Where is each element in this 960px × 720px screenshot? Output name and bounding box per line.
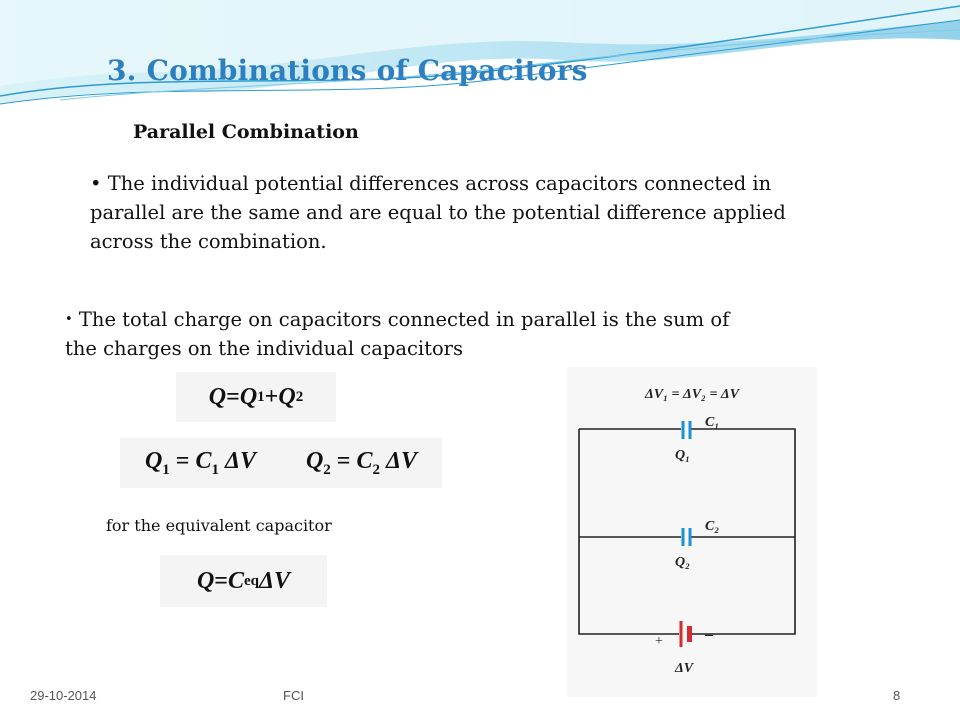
equation-individual-charges (120, 438, 442, 488)
equivalent-capacitor-text: for the equivalent capacitor (106, 516, 332, 535)
paragraph-2-text: The total charge on capacitors connected in parallel is the sum of the charges on the individual capacitors (65, 308, 730, 360)
c1-label: C₁ (705, 415, 720, 430)
circuit-svg (567, 367, 817, 697)
paragraph-1-text: The individual potential differences across capacitors connected in parallel are the same and are equal to the potential difference applied across the combination. (90, 172, 786, 253)
battery-dv-label: ΔV (675, 661, 694, 676)
footer-org: FCI (283, 688, 304, 703)
bullet-icon: • (90, 172, 102, 195)
battery-icon (681, 621, 692, 647)
bullet-icon: • (65, 312, 73, 327)
circuit-header: ΔV₁ = ΔV₂ = ΔV (644, 387, 740, 402)
page-number: 8 (893, 688, 901, 703)
paragraph-total-charge (65, 305, 765, 363)
footer-date: 29-10-2014 (30, 688, 97, 703)
parallel-circuit-diagram (567, 367, 817, 697)
paragraph-parallel-potential (90, 169, 790, 256)
battery-plus-label: + (655, 634, 663, 649)
equation-total-charge: Q = Q 1 + Q 2 (176, 372, 336, 422)
q1-label: Q₁ (675, 448, 690, 463)
slide-subtitle: Parallel Combination (133, 121, 359, 143)
slide-title: 3. Combinations of Capacitors (107, 54, 588, 87)
c2-label: C₂ (705, 519, 720, 534)
equation-q2: $Q_2 = C_2$ ΔV (305, 447, 418, 478)
equation-q1: $Q_1 = C_1$ ΔV (144, 447, 257, 478)
equation-equivalent: Q = C eq ΔV (160, 555, 327, 607)
q2-label: Q₂ (675, 555, 690, 570)
battery-minus-label: – (705, 626, 713, 643)
capacitor-c2-icon (683, 528, 690, 546)
capacitor-c1-icon (683, 421, 690, 439)
